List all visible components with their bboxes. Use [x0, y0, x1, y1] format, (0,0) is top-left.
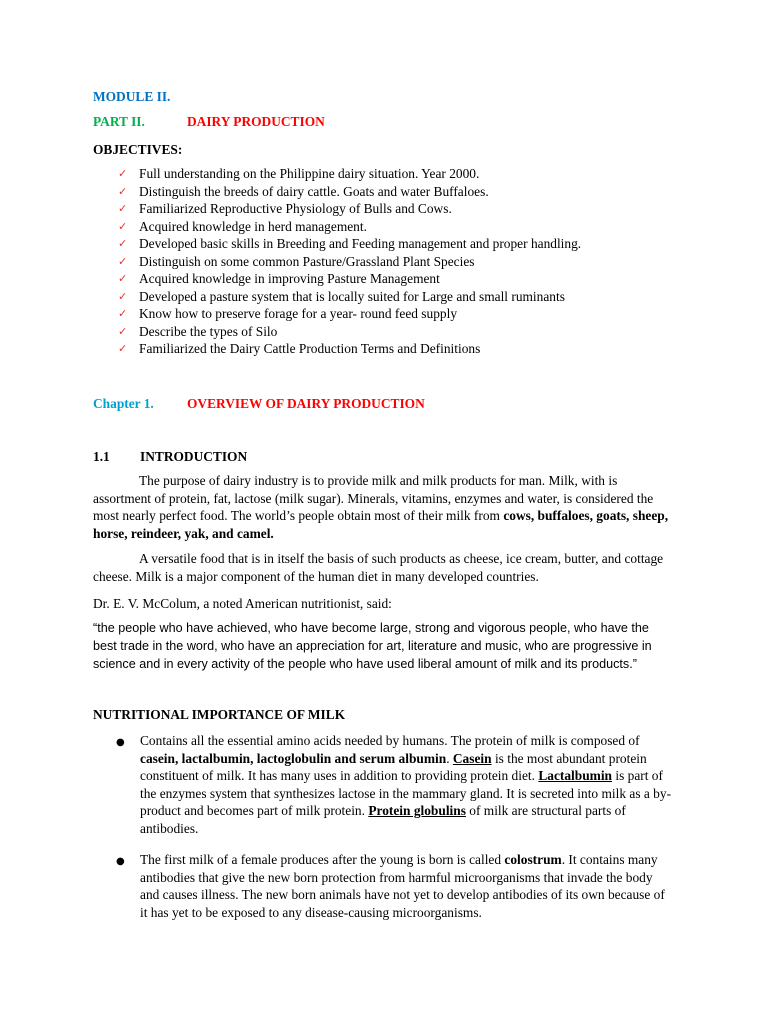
objectives-list — [118, 165, 581, 358]
objective-text: Acquired knowledge in herd management. — [139, 218, 367, 234]
intro-paragraph-2 — [93, 550, 673, 585]
nutrition-bullet-2 — [140, 851, 672, 921]
chapter-title: OVERVIEW OF DAIRY PRODUCTION — [187, 396, 425, 411]
objective-text: Familiarized Reproductive Physiology of Bulls and Cows. — [139, 201, 452, 216]
checkmark-icon: ✓ — [118, 167, 128, 180]
objective-item — [118, 323, 581, 341]
section-number: 1.1 — [93, 449, 110, 464]
checkmark-icon: ✓ — [118, 202, 128, 215]
bullet2-text-1: The first milk of a female produces after the young is born is called — [140, 852, 505, 867]
nutrition-heading: NUTRITIONAL IMPORTANCE OF MILK — [93, 707, 346, 722]
checkmark-icon: ✓ — [118, 342, 128, 355]
term-casein: Casein — [452, 750, 492, 766]
section-title: INTRODUCTION — [140, 449, 248, 464]
objectives-heading: OBJECTIVES: — [93, 142, 183, 157]
bullet1-text-4: is part of the enzymes system that synthesizes lactose in the mammary gland. It is secreted into milk as a by-product and becomes part of milk protein. — [140, 768, 672, 819]
checkmark-icon: ✓ — [118, 272, 128, 285]
objective-item — [118, 253, 581, 271]
module-label: MODULE II. — [93, 89, 171, 104]
objective-text: Describe the types of Silo — [139, 323, 278, 339]
checkmark-icon: ✓ — [118, 307, 128, 320]
bullet1-text-5: of milk are structural parts of antibodies. — [140, 803, 626, 836]
objective-text: Developed a pasture system that is locally suited for Large and small ruminants — [139, 288, 565, 304]
bullet2-text-2: . It contains many antibodies that give the new born protection from harmful microorganisms that invade the body and causes illness. The new born animals have not yet to develop antibodies of its own because of it has yet to be exposed to any disease-causing microorganisms. — [140, 852, 665, 920]
checkmark-icon: ✓ — [118, 184, 128, 198]
intro-p2-text: A versatile food that is in itself the basis of such products as cheese, ice cream, butter, and cottage cheese. Milk is a major component of the human diet in many developed countries. — [93, 551, 664, 584]
intro-p1-text: The purpose of dairy industry is to provide milk and milk products for man. Milk, with is assortment of protein, fat, lactose (milk sugar). Minerals, vitamins, enzymes and water, is considered the most nearly perfect food. The world’s people obtain most of their milk from — [93, 473, 654, 524]
objective-item — [118, 288, 581, 306]
checkmark-icon: ✓ — [118, 254, 128, 268]
bullet1-text-1: Contains all the essential amino acids needed by humans. The protein of milk is composed of — [140, 733, 640, 748]
objective-item — [118, 200, 581, 218]
bullet-icon: ● — [116, 856, 125, 867]
bullet1-text-2: . — [446, 750, 453, 766]
term-colostrum: colostrum — [504, 852, 562, 867]
checkmark-icon: ✓ — [118, 237, 128, 250]
objective-text: Know how to preserve forage for a year- round feed supply — [139, 306, 458, 321]
chapter-label: Chapter 1. — [93, 396, 154, 411]
objective-item — [118, 183, 581, 201]
quote-block: “the people who have achieved, who have become large, strong and vigorous people, who have the best trade in the word, who have an appreciation for art, literature and music, who are progressive in science and in every activity of the people who have used liberal amount of milk and its products.” — [93, 621, 652, 671]
intro-paragraph-3: Dr. E. V. McColum, a noted American nutritionist, said: — [93, 596, 392, 611]
objective-item — [118, 165, 581, 183]
objective-text: Distinguish the breeds of dairy cattle. Goats and water Buffaloes. — [139, 183, 489, 199]
objective-item — [118, 270, 581, 288]
checkmark-icon: ✓ — [118, 219, 128, 233]
objective-item — [118, 235, 581, 253]
intro-paragraph-1 — [93, 472, 673, 542]
term-lactalbumin: Lactalbumin — [538, 768, 612, 784]
objective-item — [118, 340, 581, 358]
checkmark-icon: ✓ — [118, 324, 128, 338]
bullet1-text-3: is the most abundant protein constituent of milk. It has many uses in addition to providing protein diet. — [140, 750, 647, 784]
term-protein-globulins: Protein globulins — [368, 803, 466, 819]
nutrition-bullet-1 — [140, 732, 672, 838]
objective-item — [118, 218, 581, 236]
objective-item — [118, 305, 581, 323]
checkmark-icon: ✓ — [118, 289, 128, 303]
part-label: PART II. — [93, 114, 145, 129]
objective-text: Full understanding on the Philippine dairy situation. Year 2000. — [139, 166, 480, 181]
objective-text: Distinguish on some common Pasture/Grassland Plant Species — [139, 253, 475, 269]
objective-text: Acquired knowledge in improving Pasture Management — [139, 271, 440, 286]
milk-proteins: casein, lactalbumin, lactoglobulin and serum albumin — [140, 750, 447, 766]
milk-sources: cows, buffaloes, goats, sheep, horse, reindeer, yak, and camel. — [93, 508, 669, 541]
objective-text: Developed basic skills in Breeding and Feeding management and proper handling. — [139, 236, 582, 251]
bullet-icon: ● — [116, 737, 125, 748]
objective-text: Familiarized the Dairy Cattle Production Terms and Definitions — [139, 341, 481, 356]
part-title: DAIRY PRODUCTION — [187, 114, 325, 129]
